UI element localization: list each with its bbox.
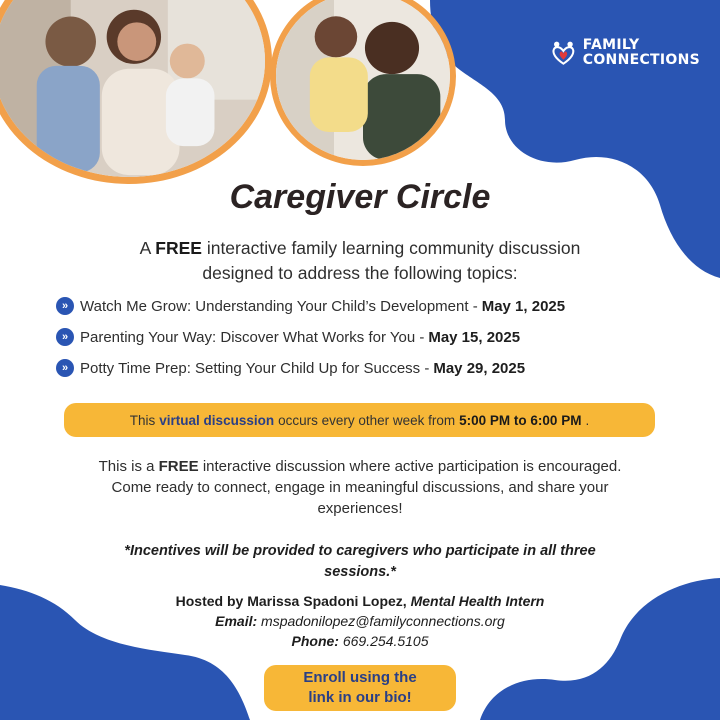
logo-line-1: FAMILY (582, 37, 640, 53)
topic-text: Parenting Your Way: Discover What Works for You - (80, 328, 425, 346)
enroll-line1: Enroll using the (303, 669, 417, 686)
topic-date: May 29, 2025 (433, 359, 526, 377)
topic-item (56, 325, 520, 349)
family-hearts-icon (550, 33, 577, 73)
topic-text: Potty Time Prep: Setting Your Child Up for Success - (80, 359, 430, 377)
logo-line-2: CONNECTIONS (582, 52, 700, 68)
family-connections-logo (550, 30, 700, 76)
body-line1: interactive discussion where active participation is encouraged. (202, 458, 622, 475)
intro-prefix: A (139, 238, 151, 258)
host-line (0, 593, 720, 609)
body-line2: Come ready to connect, engage in meaningful discussions, and share your (111, 479, 609, 496)
banner-time: 5:00 PM to 6:00 PM (459, 412, 582, 428)
host-label: Hosted by Marissa Spadoni Lopez, (175, 593, 407, 609)
double-chevron-icon: » (56, 359, 74, 377)
intro-line1: interactive family learning community discussion (206, 238, 581, 258)
banner-pre: This (129, 412, 156, 428)
topic-date: May 1, 2025 (481, 297, 566, 315)
phone-label: Phone: (291, 633, 339, 649)
schedule-banner (64, 403, 655, 437)
incentives-line1: *Incentives will be provided to caregivers who participate in all three (124, 543, 596, 559)
incentives-line2: sessions.* (324, 564, 396, 580)
incentives-note (70, 541, 650, 583)
double-chevron-icon: » (56, 297, 74, 315)
topic-item (56, 294, 565, 318)
phone-value[interactable]: 669.254.5105 (342, 633, 429, 649)
body-line3: experiences! (317, 500, 403, 517)
intro-line2: designed to address the following topics: (202, 263, 518, 283)
body-prefix: This is a (98, 458, 155, 475)
enroll-line2: link in our bio! (308, 689, 412, 706)
email-value[interactable]: mspadonilopez@familyconnections.org (261, 613, 505, 629)
banner-mid: occurs every other week from (278, 412, 456, 428)
banner-emphasis: virtual discussion (159, 412, 275, 428)
topic-text: Watch Me Grow: Understanding Your Child’s Development - (80, 297, 478, 315)
phone-line (0, 633, 720, 649)
email-label: Email: (215, 613, 258, 629)
email-line (0, 613, 720, 629)
double-chevron-icon: » (56, 328, 74, 346)
intro-text (90, 236, 630, 286)
body-free: FREE (158, 458, 199, 475)
intro-free: FREE (155, 238, 202, 258)
page-title: Caregiver Circle (229, 178, 491, 216)
topic-date: May 15, 2025 (428, 328, 521, 346)
description-text (60, 456, 660, 519)
enroll-button[interactable] (264, 665, 456, 711)
host-role: Mental Health Intern (410, 593, 545, 609)
topic-item (56, 356, 525, 380)
banner-end: . (585, 412, 590, 428)
